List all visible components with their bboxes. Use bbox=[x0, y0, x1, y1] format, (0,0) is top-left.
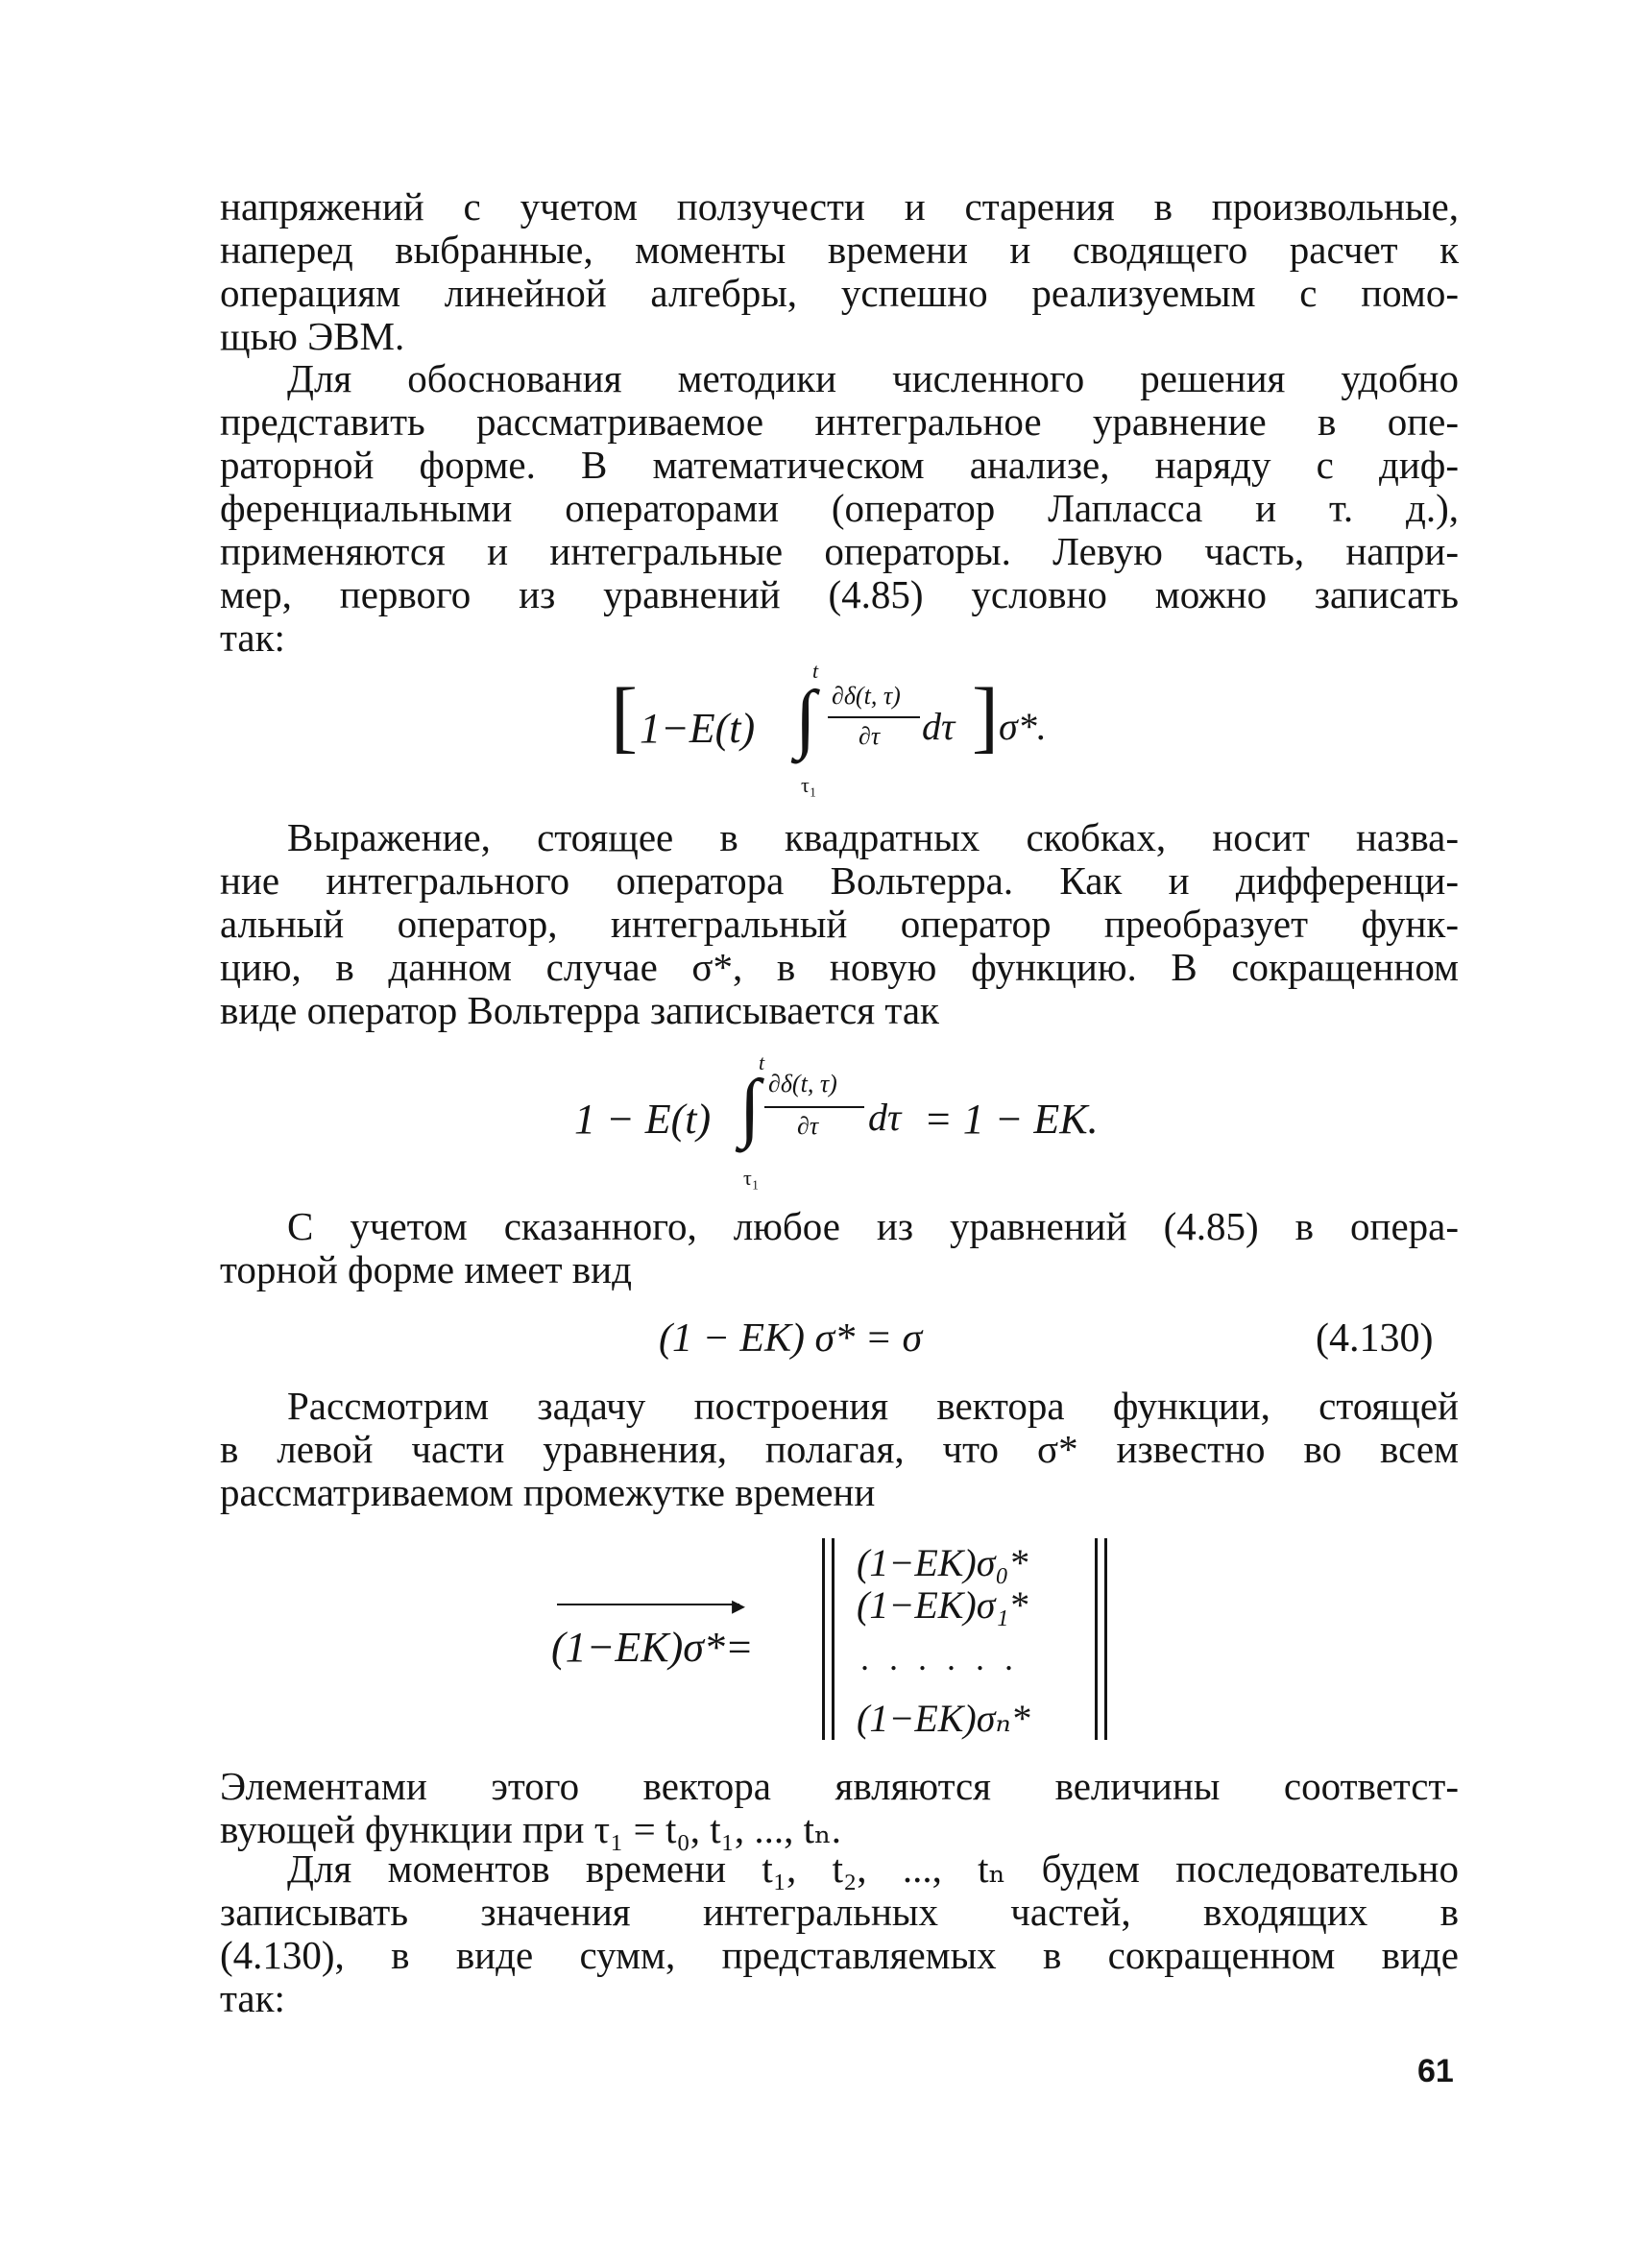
equation-number: (4.130) bbox=[1316, 1316, 1434, 1361]
text-line: Элементами этого вектора являются величины соответст- bbox=[220, 1764, 1459, 1808]
matrix-bar-left-1 bbox=[822, 1538, 825, 1740]
formula-denominator: ∂τ bbox=[797, 1112, 819, 1140]
matrix-bar-right-2 bbox=[1104, 1538, 1107, 1740]
vector-element: (1−EK)σ₀* bbox=[857, 1541, 1028, 1584]
text-line: торной форме имеет вид bbox=[220, 1247, 632, 1291]
text-line: так: bbox=[220, 615, 285, 660]
text-line: рассматриваемом промежутке времени bbox=[220, 1470, 876, 1514]
formula-term: 1 − E(t) bbox=[574, 1096, 712, 1143]
paragraph-2 bbox=[220, 357, 1459, 660]
text-line: Для моментов времени t₁, t₂, ..., tₙ будем последовательно bbox=[287, 1846, 1459, 1891]
formula-term: 1−E(t) bbox=[640, 705, 756, 752]
formula-integral-sign: ∫ bbox=[795, 676, 816, 760]
text-line: ние интегрального оператора Вольтерра. Как и дифференци- bbox=[220, 858, 1459, 903]
formula-denominator: ∂τ bbox=[859, 722, 881, 750]
formula-integral-sign: ∫ bbox=[739, 1065, 761, 1149]
text-line: щью ЭВМ. bbox=[220, 314, 405, 358]
formula-lower-limit: τ₁ bbox=[801, 773, 817, 797]
text-line: представить рассматриваемое интегральное уравнение в опе- bbox=[220, 399, 1459, 444]
paragraph-5 bbox=[220, 1385, 1459, 1514]
text-line: вующей функции при τ₁ = t₀, t₁, ..., tₙ. bbox=[220, 1807, 842, 1851]
vector-lhs: (1−EK)σ*= bbox=[551, 1624, 754, 1671]
text-line: мер, первого из уравнений (4.85) условно можно записать bbox=[220, 572, 1459, 616]
formula-numerator: ∂δ(t, τ) bbox=[768, 1070, 837, 1098]
text-line: цию, в данном случае σ*, в новую функцию. В сокращенном bbox=[220, 945, 1459, 989]
text-line: так: bbox=[220, 1976, 285, 2020]
text-line: записывать значения интегральных частей, входящих в bbox=[220, 1890, 1459, 1934]
formula-lower-limit: τ₁ bbox=[743, 1166, 760, 1190]
paragraph-4 bbox=[220, 1205, 1459, 1291]
text-line: применяются и интегральные операторы. Левую часть, напри- bbox=[220, 529, 1459, 573]
paragraph-3 bbox=[220, 816, 1459, 1032]
formula-differential: dτ bbox=[868, 1096, 902, 1139]
vector-element: (1−EK)σₙ* bbox=[857, 1697, 1030, 1740]
paragraph-7 bbox=[220, 1847, 1459, 2020]
text-line: операциям линейной алгебры, успешно реализуемым с помо- bbox=[220, 271, 1459, 315]
vector-element: (1−EK)σ₁* bbox=[857, 1583, 1028, 1627]
formula-upper-limit: t bbox=[759, 1050, 765, 1074]
formula-fraction-bar bbox=[764, 1106, 864, 1108]
vector-arrowhead: ▸ bbox=[732, 1591, 746, 1621]
formula-upper-limit: t bbox=[812, 659, 819, 683]
text-line: ференциальными операторами (оператор Лапласса и т. д.), bbox=[220, 486, 1459, 530]
page-number: 61 bbox=[1417, 2053, 1454, 2089]
text-line: С учетом сказанного, любое из уравнений (4.85) в опера- bbox=[287, 1204, 1459, 1248]
text-line: в левой части уравнения, полагая, что σ* известно во всем bbox=[220, 1427, 1459, 1471]
matrix-bar-right-1 bbox=[1095, 1538, 1098, 1740]
vector-ellipsis-row: . . . . . . bbox=[860, 1639, 1019, 1677]
text-line: альный оператор, интегральный оператор преобразует функ- bbox=[220, 902, 1459, 946]
text-line: наперед выбранные, моменты времени и сводящего расчет к bbox=[220, 228, 1459, 272]
formula-rhs: = 1 − EK. bbox=[924, 1096, 1099, 1143]
formula-bracket-close: ] bbox=[972, 672, 999, 761]
text-line: раторной форме. В математическом анализе, наряду с диф- bbox=[220, 443, 1459, 487]
equation-4-130: (1 − EK) σ* = σ bbox=[659, 1316, 923, 1361]
formula-bracket-open: [ bbox=[611, 672, 638, 761]
text-line: виде оператор Вольтерра записывается так bbox=[220, 988, 939, 1032]
formula-numerator: ∂δ(t, τ) bbox=[832, 682, 901, 710]
formula-differential: dτ bbox=[922, 705, 956, 748]
text-line: Рассмотрим задачу построения вектора функции, стоящей bbox=[287, 1384, 1459, 1428]
text-line: Для обоснования методики численного решения удобно bbox=[287, 356, 1459, 400]
formula-fraction-bar bbox=[828, 716, 920, 718]
vector-arrow bbox=[557, 1604, 739, 1605]
paragraph-6 bbox=[220, 1765, 1459, 1851]
text-line: (4.130), в виде сумм, представляемых в сокращенном виде bbox=[220, 1933, 1459, 1977]
paragraph-1 bbox=[220, 185, 1459, 358]
text-line: Выражение, стоящее в квадратных скобках, носит назва- bbox=[287, 815, 1459, 859]
formula-tail: σ*. bbox=[999, 705, 1047, 748]
matrix-bar-left-2 bbox=[832, 1538, 835, 1740]
text-line: напряжений с учетом ползучести и старения в произвольные, bbox=[220, 184, 1459, 229]
